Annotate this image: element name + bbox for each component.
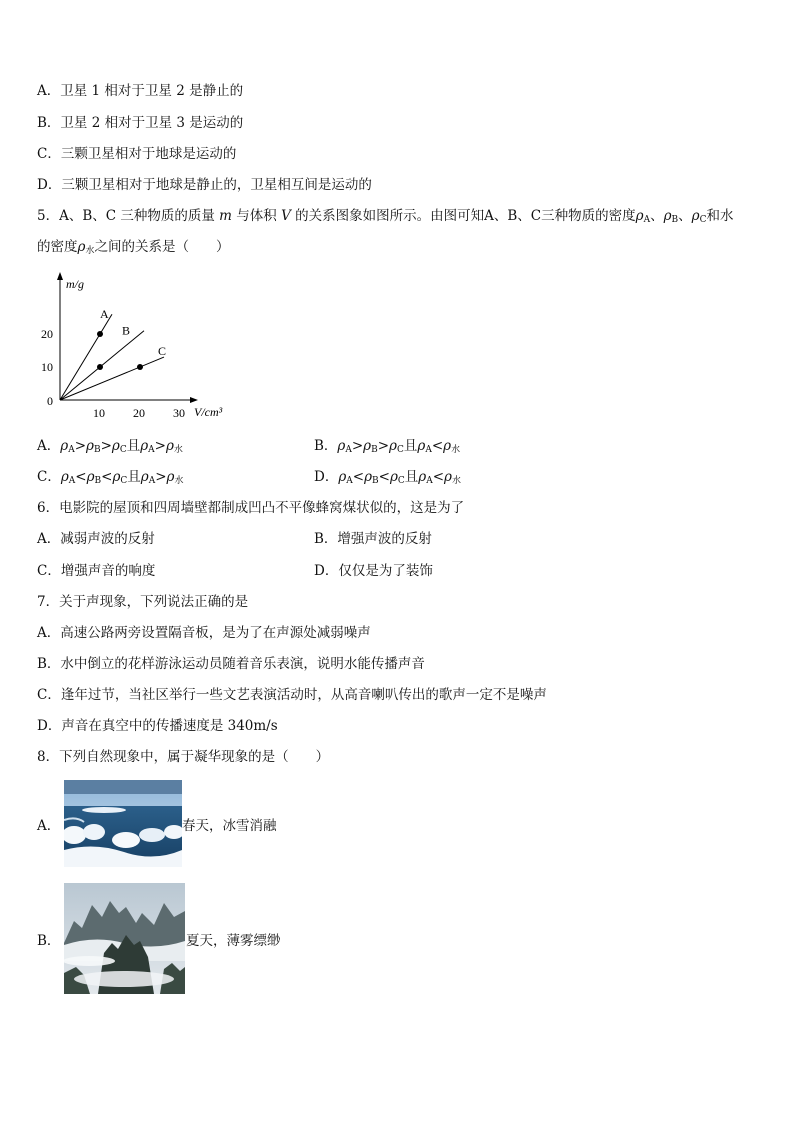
option-label: C． (37, 469, 61, 485)
q8-stem: 8．下列自然现象中，属于凝华现象的是（ ） (37, 749, 330, 765)
subscript: A (148, 476, 156, 486)
q8-option-b-text: 夏天，薄雾缥缈 (186, 933, 281, 949)
q7-stem: 7．关于声现象，下列说法正确的是 (37, 594, 249, 610)
subscript: B (671, 215, 679, 225)
subscript: C (120, 476, 128, 486)
rho-symbol: ρ (663, 208, 672, 224)
rho-symbol: ρ (165, 438, 174, 454)
comparison: < (378, 469, 390, 485)
q8-option-a-label: A． (37, 818, 61, 834)
data-point (97, 331, 103, 337)
q4-option-a: A．卫星 1 相对于卫星 2 是静止的 (37, 83, 244, 99)
rho-symbol: ρ (337, 438, 346, 454)
subscript: A (425, 445, 432, 455)
x-axis-label: V/cm³ (194, 405, 223, 419)
q5-stem-line1 (37, 207, 733, 229)
option-label: B． (314, 438, 338, 454)
subscript: 水 (451, 476, 461, 486)
rho-symbol: ρ (364, 469, 373, 485)
q7-option-d: D．声音在真空中的传播速度是 340m/s (37, 718, 278, 734)
q4-option-c: C．三颗卫星相对于地球是运动的 (37, 146, 237, 162)
q6-option-a: A．减弱声波的反射 (37, 531, 155, 547)
rho-symbol: ρ (363, 438, 372, 454)
q4-option-b: B．卫星 2 相对于卫星 3 是运动的 (37, 115, 244, 131)
q4-option-d: D．三颗卫星相对于地球是静止的，卫星相互间是运动的 (37, 177, 372, 193)
q5-stem-part: 的密度 (37, 239, 78, 255)
subscript: C (119, 445, 127, 455)
comparison: > (74, 438, 86, 454)
conjunction: 且 (404, 469, 419, 485)
rho-symbol: ρ (60, 469, 69, 485)
comparison: > (351, 438, 364, 454)
series-label-b: B (122, 323, 131, 338)
rho-symbol: ρ (112, 469, 121, 485)
separator: 、 (678, 208, 692, 224)
y-axis-label: m/g (66, 277, 84, 291)
comparison: < (75, 469, 87, 485)
q5-option-c (37, 468, 184, 490)
series-label-c: C (158, 344, 167, 359)
comparison: > (154, 438, 166, 454)
y-tick-label: 10 (41, 360, 53, 374)
rho-symbol: ρ (389, 469, 398, 485)
rho-symbol: ρ (60, 438, 69, 454)
origin-label: 0 (47, 394, 53, 408)
q8-option-b-label: B． (37, 933, 61, 949)
mass-volume-graph (40, 272, 240, 422)
q6-stem: 6．电影院的屋顶和四周墙壁都制成凹凸不平像蜂窝煤状似的，这是为了 (37, 500, 465, 516)
subscript: A (68, 445, 75, 455)
q5-stem-part: 的关系图象如图所示。由图可知A、B、C三种物质的密度 (290, 208, 636, 224)
conjunction: 且 (127, 469, 141, 485)
subscript: B (371, 445, 378, 455)
rho-symbol: ρ (418, 469, 427, 485)
subscript: B (93, 445, 101, 455)
rho-symbol: ρ (86, 469, 95, 485)
q7-option-b: B．水中倒立的花样游泳运动员随着音乐表演，说明水能传播声音 (37, 656, 425, 672)
q5-stem-part: 5．A、B、C 三种物质的质量 (37, 208, 220, 224)
comparison: > (155, 469, 167, 485)
rho-symbol: ρ (140, 438, 149, 454)
subscript: B (372, 476, 379, 486)
x-axis-arrow (190, 397, 198, 403)
x-tick-label: 10 (93, 406, 105, 420)
q6-option-d: D．仅仅是为了装饰 (314, 563, 433, 579)
conjunction: 且 (403, 438, 418, 454)
q5-option-b (314, 437, 460, 459)
x-tick-label: 30 (173, 406, 185, 420)
comparison: < (432, 469, 445, 485)
x-tick-label: 20 (133, 406, 145, 420)
comparison: < (431, 438, 444, 454)
y-tick-label: 20 (41, 327, 53, 341)
subscript: 水 (174, 476, 184, 486)
q5-option-d (314, 468, 461, 490)
rho-symbol: ρ (443, 438, 452, 454)
subscript: 水 (173, 445, 183, 455)
q8-option-a-text: 春天，冰雪消融 (182, 818, 277, 834)
q5-symbol-m: m (219, 208, 232, 224)
rho-symbol: ρ (444, 469, 452, 485)
comparison: > (100, 438, 112, 454)
rho-symbol: ρ (691, 208, 700, 224)
q6-option-c: C．增强声音的响度 (37, 563, 156, 579)
series-line-a (60, 314, 112, 400)
rho-symbol: ρ (417, 438, 426, 454)
series-line-c (60, 357, 164, 400)
rho-symbol: ρ (86, 438, 94, 454)
comparison: < (352, 469, 365, 485)
subscript: C (397, 476, 405, 486)
conjunction: 且 (126, 438, 141, 454)
q5-stem-part: 与体积 (231, 208, 282, 224)
subscript: C (699, 215, 707, 225)
subscript: 水 (85, 246, 95, 256)
separator: 、 (650, 208, 664, 224)
subscript: A (68, 476, 76, 486)
q7-option-a: A．高速公路两旁设置隔音板，是为了在声源处减弱噪声 (37, 625, 371, 641)
rho-symbol: ρ (338, 469, 347, 485)
subscript: A (345, 445, 352, 455)
comparison: > (377, 438, 390, 454)
subscript: A (643, 215, 651, 225)
data-point (97, 364, 103, 370)
q5-option-a (37, 437, 183, 459)
option-label: D． (314, 469, 339, 485)
rho-symbol: ρ (389, 438, 397, 454)
q6-option-b: B．增强声波的反射 (314, 531, 432, 547)
rho-symbol: ρ (111, 438, 120, 454)
q5-stem-part: 和水 (706, 208, 734, 224)
q5-symbol-v: V (281, 208, 291, 224)
subscript: C (396, 445, 404, 455)
subscript: 水 (451, 445, 461, 455)
comparison: < (101, 469, 113, 485)
snow-melt-photo (64, 780, 182, 867)
option-label: A． (37, 438, 61, 454)
series-label-a: A (100, 307, 109, 322)
subscript: A (346, 476, 353, 486)
data-point (137, 364, 143, 370)
rho-symbol: ρ (635, 208, 644, 224)
mist-mountain-photo (64, 883, 185, 994)
q7-option-c: C．逢年过节，当社区举行一些文艺表演活动时，从高音喇叭传出的歌声一定不是噪声 (37, 687, 547, 703)
rho-symbol: ρ (140, 469, 149, 485)
subscript: B (94, 476, 102, 486)
rho-symbol: ρ (166, 469, 175, 485)
subscript: A (148, 445, 155, 455)
subscript: A (426, 476, 433, 486)
y-axis-arrow (57, 272, 63, 280)
rho-symbol: ρ (77, 239, 86, 255)
q5-stem-line2 (37, 238, 229, 260)
q5-stem-part: 之间的关系是（ ） (94, 239, 230, 255)
